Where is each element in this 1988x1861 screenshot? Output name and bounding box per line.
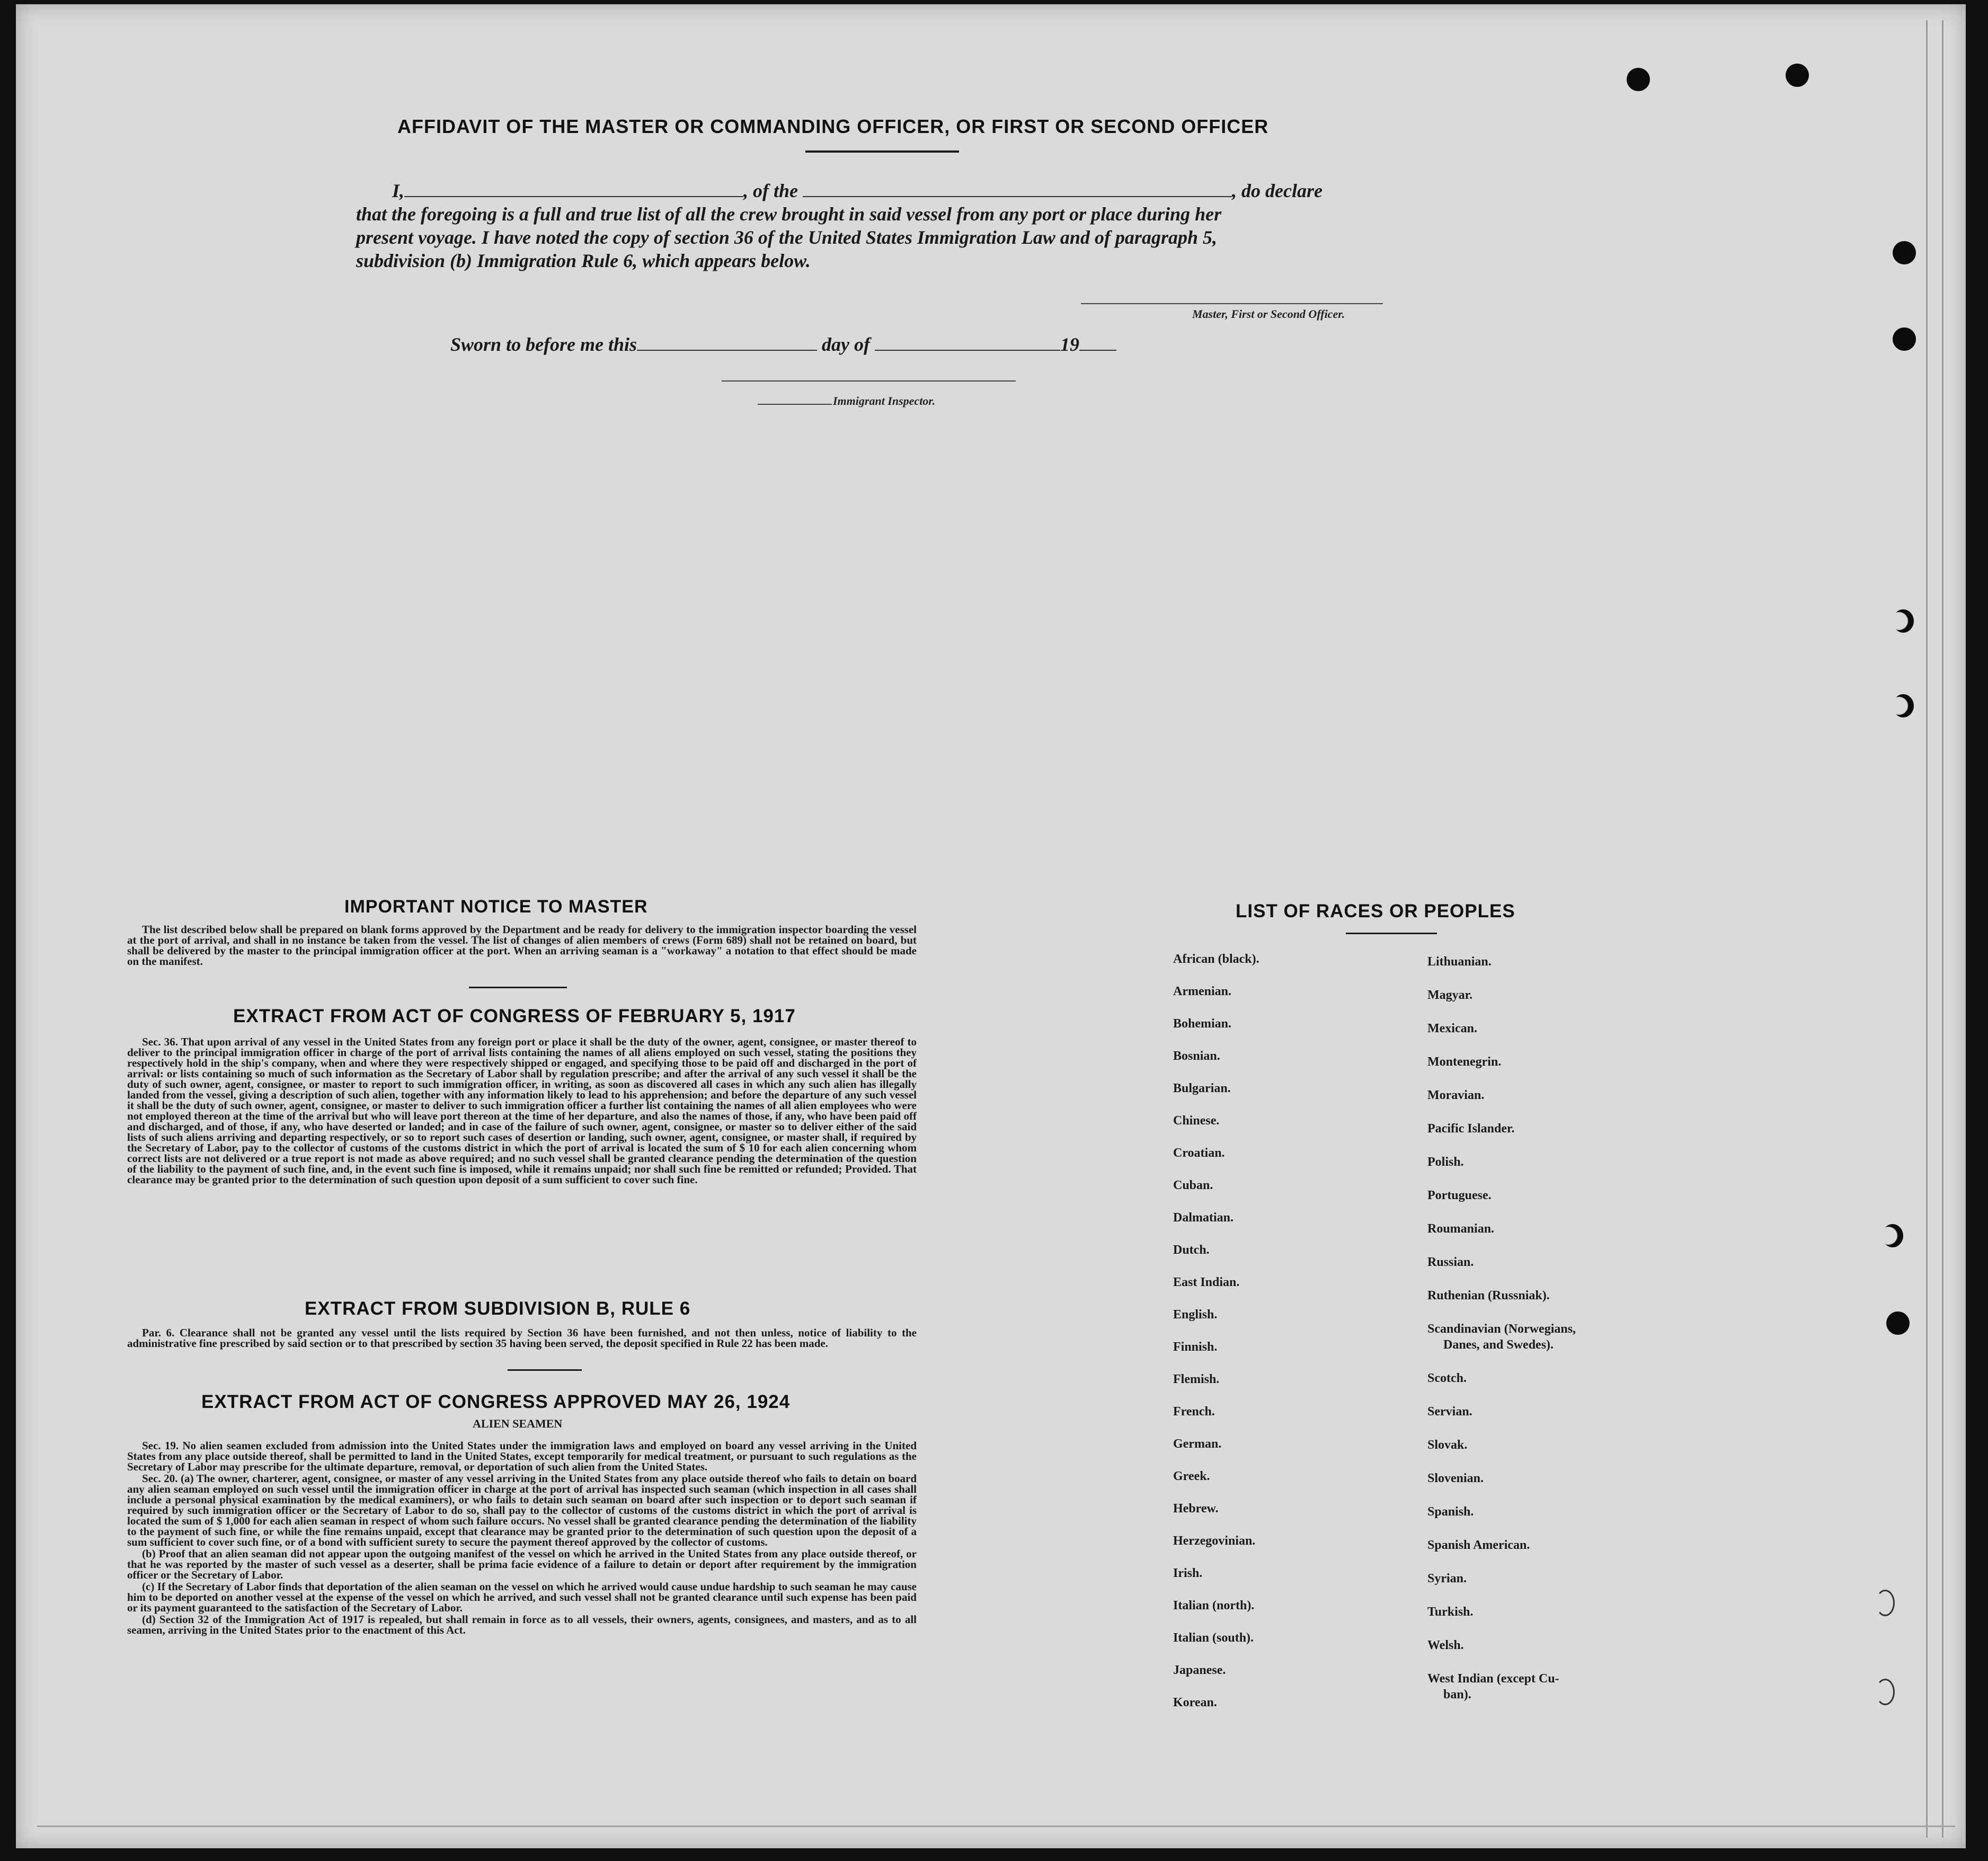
- master-signature-line[interactable]: [1081, 303, 1383, 304]
- race-item: Cuban.: [1173, 1178, 1213, 1192]
- sheet-edge: [1942, 20, 1943, 1838]
- name-blank[interactable]: [404, 180, 743, 197]
- race-item: Slovak.: [1427, 1438, 1468, 1452]
- notice-body: [127, 924, 917, 968]
- inspector-signature-line[interactable]: [722, 380, 1016, 382]
- race-item: Lithuanian.: [1427, 955, 1492, 969]
- section-rule: [469, 987, 567, 988]
- extract-1917-paragraph: Sec. 36. That upon arrival of any vessel in the United States from any foreign port or place it shall be the duty of the owner, agent, consignee, or master thereof to deliver to the principal immigration officer in charge of the port of arrival lists containing the names of all aliens employed on such vessel, stating the positions they respectively hold in the ship's company, when and where they were respectively shipped or engaged, and specifying those to be paid off and discharged in the port of arrival: or lists containing so much of such information as the Secretary of Labor shall by regulation prescribe; and after the arrival of any such vessel it shall be the duty of such owner, agent, consignee, or master to report to such immigration officer, in writing, as soon as discovered all cases in which any such alien has illegally landed from the vessel, giving a description of such alien, together with any information likely to lead to his apprehension; and before the departure of any such vessel it shall be the duty of such owner, agent, consignee, or master to deliver to such immigration officer a further list containing the names of all alien employees who were not employed thereon at the time of the arrival but who will leave port thereon at the time of her departure, and also the names of those, if any, who have been paid off and discharged, and of those, if any, who have deserted or landed; and in case of the failure of such owner, agent, consignee, or master so to deliver either of the said lists of such aliens arriving and departing respectively, or so to report such cases of desertion or landing, such owner, agent, consignee, or master shall, if required by the Secretary of Labor, pay to the collector of customs of the customs district in which the port of arrival is located the sum of $ 10 for each alien concerning whom correct lists are not delivered or a true report is not made as above required; and no such vessel shall be granted clearance pending the determination of the question of the liability to the payment of such fine, and, in the event such fine is imposed, while it remains unpaid; nor shall such fine be remitted or refunded; Provided. That clearance may be granted prior to the determination of such question upon deposit of a sum sufficient to cover such fine.: [127, 1035, 917, 1186]
- inspector-signature-label: Immigrant Inspector.: [833, 394, 936, 407]
- race-item: Moravian.: [1427, 1088, 1485, 1102]
- race-item: Italian (south).: [1173, 1631, 1254, 1645]
- extract-1924-subtitle: ALIEN SEAMEN: [473, 1417, 563, 1430]
- extract-1917-title: EXTRACT FROM ACT OF CONGRESS OF FEBRUARY 5, 1917: [233, 1006, 796, 1026]
- race-item: Welsh.: [1427, 1638, 1464, 1652]
- affidavit-do-declare: , do declare: [1232, 180, 1323, 201]
- punch-hole-icon: [1882, 1224, 1903, 1247]
- race-item: Montenegrin.: [1427, 1055, 1502, 1069]
- race-item: Danes, and Swedes).: [1443, 1338, 1554, 1352]
- inspector-underline: [758, 404, 832, 405]
- vessel-blank[interactable]: [803, 180, 1232, 197]
- race-item: Pacific Islander.: [1427, 1122, 1515, 1136]
- race-item: Scandinavian (Norwegians,: [1427, 1322, 1576, 1336]
- punch-hole-icon: [1886, 1311, 1910, 1335]
- punch-hole-icon: [1893, 694, 1914, 717]
- punch-hole-icon: [1786, 64, 1809, 87]
- affidavit-line-3: present voyage. I have noted the copy of section 36 of the United States Immigration Law and of paragraph 5,: [356, 227, 1217, 248]
- race-item: Irish.: [1173, 1566, 1203, 1580]
- race-item: Syrian.: [1427, 1572, 1467, 1585]
- race-item: Finnish.: [1173, 1340, 1218, 1354]
- punch-hole-icon: [1627, 68, 1650, 91]
- affidavit-line-1: [392, 179, 1383, 202]
- race-item: Herzegovinian.: [1173, 1534, 1256, 1548]
- month-blank[interactable]: [875, 334, 1060, 351]
- race-item: East Indian.: [1173, 1275, 1240, 1289]
- race-item: Spanish American.: [1427, 1538, 1530, 1552]
- race-item: Chinese.: [1173, 1114, 1220, 1128]
- rule6-paragraph: Par. 6. Clearance shall not be granted any vessel until the lists required by Section 36 have been furnished, and not then unless, notice of liability to the administrative fine prescribed by said section or to that prescribed by section 35 having been served, the deposit specified in Rule 22 has been made.: [127, 1326, 917, 1350]
- race-item: Italian (north).: [1173, 1599, 1255, 1612]
- race-item: Scotch.: [1427, 1371, 1467, 1385]
- race-item: Dutch.: [1173, 1243, 1210, 1257]
- year-blank[interactable]: [1079, 334, 1116, 351]
- notice-paragraph: The list described below shall be prepared on blank forms approved by the Department and be ready for delivery to the immigration inspector boarding the vessel at the port of arrival, and shall in no instance be taken from the vessel. The list of changes of alien members of crews (Form 689) shall not be retained on board, but shall be delivered by the master to the principal immigration officer at the port. When an arriving seaman is a "workaway" a notation to that effect should be made on the manifest.: [127, 923, 917, 968]
- race-item: Bosnian.: [1173, 1049, 1220, 1063]
- rule6-body: [127, 1327, 917, 1350]
- punch-hole-icon: [1876, 1679, 1895, 1705]
- race-item: Bulgarian.: [1173, 1082, 1231, 1095]
- race-item: Roumanian.: [1427, 1222, 1495, 1236]
- punch-hole-icon: [1893, 327, 1916, 351]
- race-item: Hebrew.: [1173, 1502, 1219, 1516]
- extract-1924-paragraph: (b) Proof that an alien seaman did not appear upon the outgoing manifest of the vessel on which he arrived in the United States from any place outside thereof, or that he was reported by the master of such vessel as a deserter, shall be prima facie evidence of a failure to detain or deport after requirement by the immigration officer or the Secretary of Labor.: [127, 1547, 917, 1581]
- race-item: Ruthenian (Russniak).: [1427, 1289, 1550, 1302]
- title-rule: [805, 150, 959, 153]
- race-item: Portuguese.: [1427, 1189, 1492, 1202]
- race-item: Mexican.: [1427, 1022, 1477, 1035]
- race-item: Croatian.: [1173, 1146, 1225, 1160]
- year-text: 19: [1060, 334, 1080, 355]
- punch-hole-icon: [1876, 1590, 1895, 1616]
- affidavit-line-4: subdivision (b) Immigration Rule 6, which appears below.: [356, 250, 811, 271]
- race-item: Turkish.: [1427, 1605, 1474, 1619]
- race-item: French.: [1173, 1405, 1215, 1419]
- race-item: Japanese.: [1173, 1663, 1226, 1677]
- sworn-line: [450, 333, 1116, 356]
- day-of-text: day of: [822, 334, 871, 355]
- extract-1924-title: EXTRACT FROM ACT OF CONGRESS APPROVED MAY 26, 1924: [201, 1392, 791, 1412]
- races-left-column: [1173, 951, 1396, 1725]
- sworn-text: Sworn to before me this: [450, 334, 637, 355]
- race-item: African (black).: [1173, 952, 1259, 966]
- race-item: German.: [1173, 1437, 1222, 1451]
- rule6-title: EXTRACT FROM SUBDIVISION B, RULE 6: [305, 1298, 691, 1319]
- extract-1924-paragraph: (c) If the Secretary of Labor finds that deportation of the alien seaman on the vessel on which he arrived would cause undue hardship to such seaman he may cause him to be deported on another vessel at the expense of the vessel on which he arrived, and such vessel shall not be granted clearance until such expense has been paid or its payment guaranteed to the satisfaction of the Secretary of Labor.: [127, 1580, 917, 1614]
- race-item: Spanish.: [1427, 1505, 1474, 1519]
- punch-hole-icon: [1893, 609, 1914, 633]
- master-signature-label: Master, First or Second Officer.: [1192, 307, 1345, 321]
- notice-title: IMPORTANT NOTICE TO MASTER: [344, 897, 648, 917]
- affidavit-line-2: that the foregoing is a full and true list of all the crew brought in said vessel from any port or place during her: [356, 203, 1222, 225]
- affidavit-i: I,: [392, 180, 405, 201]
- sheet-edge: [1926, 20, 1928, 1838]
- extract-1924-paragraph: Sec. 20. (a) The owner, charterer, agent, consignee, or master of any vessel arriving in the United States from any place outside thereof who fails to detain on board any alien seaman employed on such vessel until the immigration officer in charge at the port of arrival has inspected such seaman (which inspection in all cases shall include a personal physical examination by the medical examiners), or who fails to detain such seaman on board after such inspection or to deport such seaman if required by such immigration officer or the Secretary of Labor to do so, shall pay to the collector of customs of the customs district in which the port of arrival is located the sum of $ 1,000 for each alien seaman in respect of whom such failure occurs. No vessel shall be granted clearance pending the determination of the liability to the payment of such fine, or while the fine remains unpaid, except that clearance may be granted prior to the determination of such question upon the deposit of a sum sufficient to cover such fine, or of a bond with sufficient surety to secure the payment thereof approved by the collector of customs.: [127, 1472, 917, 1548]
- race-item: Russian.: [1427, 1255, 1474, 1269]
- race-item: Magyar.: [1427, 988, 1473, 1002]
- race-item: Dalmatian.: [1173, 1211, 1233, 1225]
- affidavit-of-the: , of the: [743, 180, 798, 201]
- race-item: Flemish.: [1173, 1372, 1220, 1386]
- race-item: Greek.: [1173, 1469, 1210, 1483]
- race-item: ban).: [1443, 1688, 1471, 1702]
- sheet-bottom-edge: [37, 1825, 1955, 1827]
- extract-1924-paragraph: (d) Section 32 of the Immigration Act of 1917 is repealed, but shall remain in force as to all vessels, their owners, agents, consignees, and masters, and as to all seamen, arriving in the United States prior to the enactment of this Act.: [127, 1613, 917, 1636]
- extract-1924-paragraph: Sec. 19. No alien seamen excluded from admission into the United States under the immigration laws and employed on board any vessel arriving in the United States from any place outside thereof, shall be permitted to land in the United States, except temporarily for medical treatment, or pursuant to such regulations as the Secretary of Labor may prescribe for the ultimate departure, removal, or deportation of such alien from the United States.: [127, 1439, 917, 1473]
- race-item: Slovenian.: [1427, 1472, 1484, 1485]
- race-item: Bohemian.: [1173, 1017, 1232, 1031]
- section-rule: [1346, 933, 1437, 934]
- race-item: West Indian (except Cu-: [1427, 1672, 1559, 1686]
- sworn-day-blank[interactable]: [637, 334, 817, 351]
- affidavit-title: AFFIDAVIT OF THE MASTER OR COMMANDING OFFICER, OR FIRST OR SECOND OFFICER: [397, 116, 1269, 137]
- race-item: Armenian.: [1173, 985, 1231, 998]
- extract-1917-body: [127, 1036, 917, 1186]
- punch-hole-icon: [1893, 241, 1916, 264]
- races-title: LIST OF RACES OR PEOPLES: [1236, 901, 1515, 921]
- race-item: Polish.: [1427, 1155, 1464, 1169]
- extract-1924-body: [127, 1440, 917, 1636]
- race-item: English.: [1173, 1308, 1218, 1322]
- races-right-column: [1427, 954, 1650, 1727]
- race-item: Servian.: [1427, 1405, 1472, 1419]
- race-item: Korean.: [1173, 1696, 1217, 1709]
- section-rule: [508, 1369, 582, 1371]
